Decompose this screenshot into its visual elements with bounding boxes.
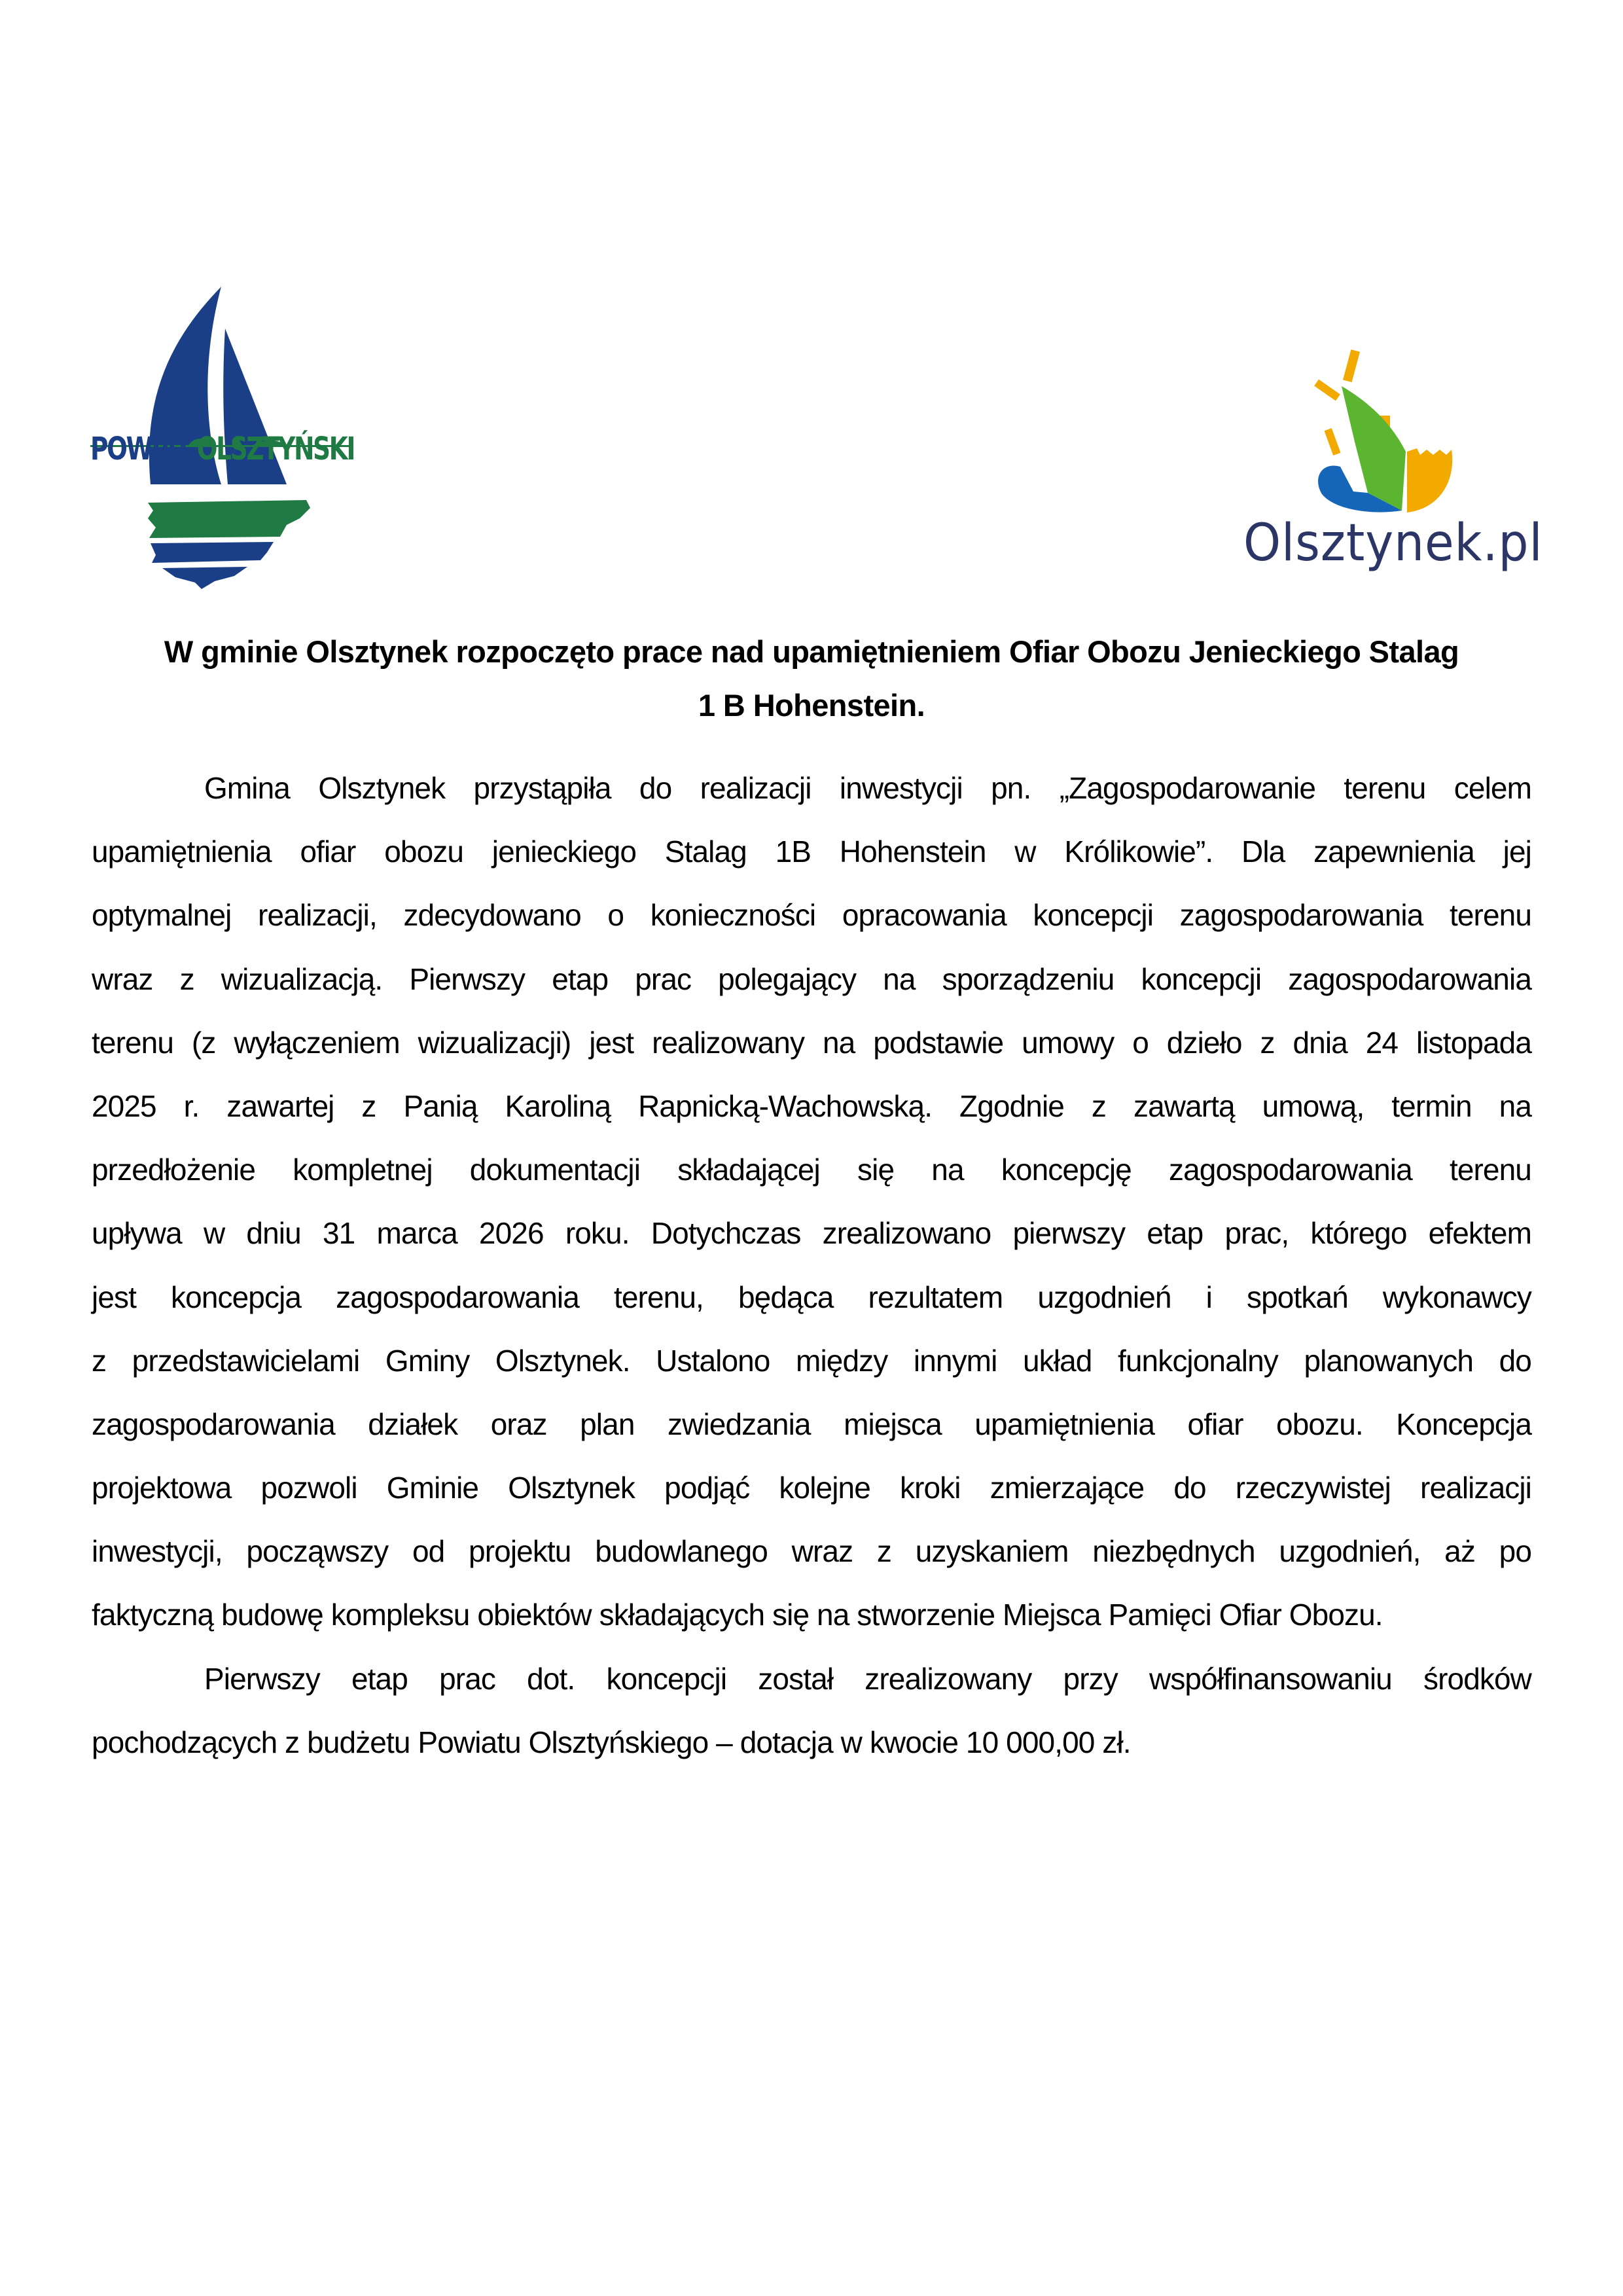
heading-line-1: W gminie Olsztynek rozpoczęto prace nad upamiętnieniem Ofiar Obozu Jenieckiego Stalag (164, 634, 1459, 669)
paragraph-line: wraz z wizualizacją. Pierwszy etap prac polegający na sporządzeniu koncepcji zagospodarowania (92, 961, 1531, 996)
paragraph-line: terenu (z wyłączeniem wizualizacji) jest realizowany na podstawie umowy o dzieło z dnia 24 listopada (92, 1025, 1531, 1060)
paragraph-line: 2025 r. zawartej z Panią Karoliną Rapnicką-Wachowską. Zgodnie z zawartą umową, termin na (92, 1088, 1531, 1123)
document-heading (92, 625, 1531, 732)
olsztynek-pl-logo (1230, 337, 1543, 592)
paragraph-line: faktyczną budowę kompleksu obiektów składających się na stworzenie Miejsca Pamięci Ofiar Obozu. (92, 1598, 1383, 1632)
paragraph-line: zagospodarowania działek oraz plan zwiedzania miejsca upamiętnienia ofiar obozu. Koncepcja (92, 1407, 1531, 1441)
paragraph-line: projektowa pozwoli Gminie Olsztynek podjąć kolejne kroki zmierzające do rzeczywistej realizacji (92, 1471, 1531, 1505)
logo-left-word2: OLSZTYŃSKI (196, 431, 355, 467)
paragraph-line: Gmina Olsztynek przystąpiła do realizacji inwestycji pn. „Zagospodarowanie terenu celem (204, 771, 1531, 805)
paragraph-line: jest koncepcja zagospodarowania terenu, będąca rezultatem uzgodnień i spotkań wykonawcy (92, 1280, 1531, 1314)
document-body (92, 757, 1531, 1774)
olsztynek-pl-logo-text: Olsztynek.pl (1243, 514, 1543, 573)
paragraph-2 (92, 1647, 1531, 1774)
paragraph-line: upamiętnienia ofiar obozu jenieckiego Stalag 1B Hohenstein w Królikowie”. Dla zapewnienia jej (92, 834, 1531, 869)
paragraph-line: pochodzących z budżetu Powiatu Olsztyńskiego – dotacja w kwocie 10 000,00 zł. (92, 1725, 1131, 1759)
paragraph-1 (92, 757, 1531, 1647)
paragraph-line: z przedstawicielami Gminy Olsztynek. Ustalono między innymi układ funkcjonalny planowanych do (92, 1343, 1531, 1378)
powiat-olsztynski-logo-text (90, 431, 355, 467)
paragraph-line: Pierwszy etap prac dot. koncepcji został zrealizowany przy współfinansowaniu środków (204, 1661, 1531, 1696)
paragraph-line: przedłożenie kompletnej dokumentacji składającej się na koncepcję zagospodarowania terenu (92, 1153, 1531, 1187)
paragraph-line: optymalnej realizacji, zdecydowano o konieczności opracowania koncepcji zagospodarowania terenu (92, 898, 1531, 933)
powiat-olsztynski-logo (90, 281, 355, 589)
logo-left-word1: POWIAT (90, 431, 190, 467)
windmill-sail-icon (1230, 337, 1531, 520)
heading-line-2: 1 B Hohenstein. (698, 688, 925, 723)
paragraph-line: inwestycji, począwszy od projektu budowlanego wraz z uzyskaniem niezbędnych uzgodnień, aż po (92, 1534, 1531, 1569)
paragraph-line: upływa w dniu 31 marca 2026 roku. Dotychczas zrealizowano pierwszy etap prac, którego efektem (92, 1216, 1531, 1251)
